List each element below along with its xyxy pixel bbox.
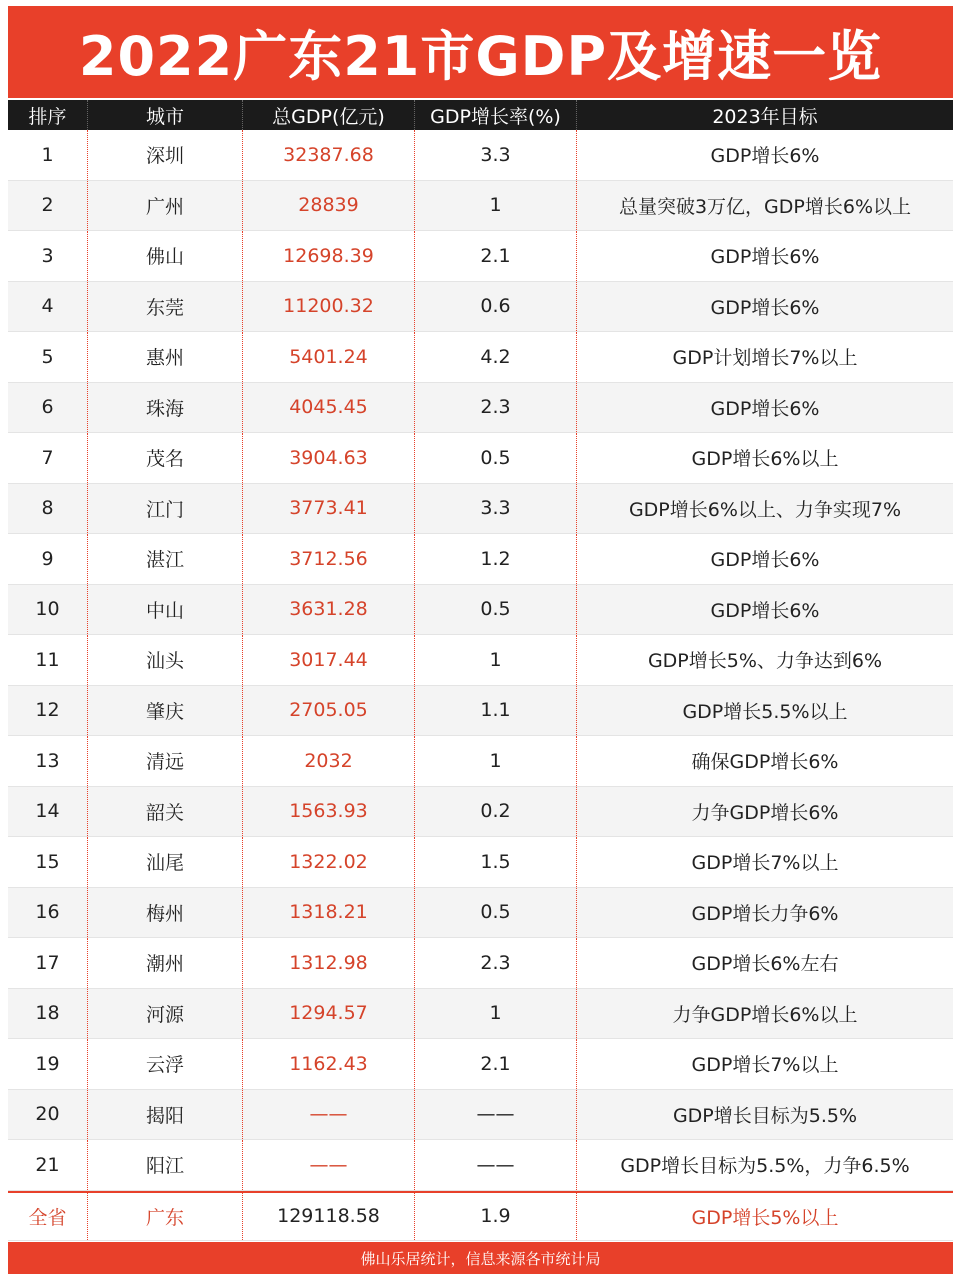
table-row [8, 332, 953, 383]
table-row [8, 989, 953, 1040]
cell-rank: 5 [8, 332, 88, 382]
cell-gdp: 3773.41 [243, 484, 415, 534]
cell-city: 韶关 [88, 787, 243, 837]
cell-target: GDP增长力争6% [691, 902, 839, 925]
table-row [8, 282, 953, 333]
cell-gdp: 2032 [243, 736, 415, 786]
cell-city: 清远 [88, 736, 243, 786]
cell-city: 东莞 [88, 282, 243, 332]
cell-rank: 21 [8, 1140, 88, 1190]
cell-gdp: —— [243, 1140, 415, 1190]
cell-rate: 2.3 [415, 383, 577, 433]
cell-city: 珠海 [88, 383, 243, 433]
cell-rank: 11 [8, 635, 88, 685]
cell-gdp: 1318.21 [243, 888, 415, 938]
header-rate: GDP增长率(%) [415, 100, 577, 130]
cell-rate: 1.9 [415, 1193, 577, 1241]
cell-rank: 3 [8, 231, 88, 281]
cell-target: GDP增长6%以上 [691, 448, 839, 471]
cell-city: 中山 [88, 585, 243, 635]
cell-rate: 0.2 [415, 787, 577, 837]
cell-rank: 6 [8, 383, 88, 433]
cell-rate: —— [415, 1090, 577, 1140]
table-row [8, 837, 953, 888]
cell-rate: 1.1 [415, 686, 577, 736]
cell-rank: 14 [8, 787, 88, 837]
cell-rank: 16 [8, 888, 88, 938]
cell-city: 江门 [88, 484, 243, 534]
table-row-total [8, 1191, 953, 1242]
cell-rank: 18 [8, 989, 88, 1039]
cell-rate: 0.5 [415, 888, 577, 938]
cell-target: GDP增长目标为5.5% [672, 1104, 858, 1127]
cell-rate: 0.5 [415, 433, 577, 483]
footer-source: 佛山乐居统计，信息来源各市统计局 [360, 1249, 601, 1268]
table-row [8, 231, 953, 282]
cell-gdp: 3631.28 [243, 585, 415, 635]
cell-target: 确保GDP增长6% [691, 751, 839, 774]
cell-rank: 15 [8, 837, 88, 887]
cell-rank: 2 [8, 181, 88, 231]
table-row [8, 484, 953, 535]
cell-gdp: 28839 [243, 181, 415, 231]
cell-city: 广州 [88, 181, 243, 231]
cell-target: GDP增长6% [710, 145, 820, 168]
table-row [8, 181, 953, 232]
table-body [8, 130, 953, 1241]
header-rank: 排序 [8, 100, 88, 130]
cell-rank: 10 [8, 585, 88, 635]
table-row [8, 383, 953, 434]
cell-gdp: 1312.98 [243, 938, 415, 988]
cell-city: 汕头 [88, 635, 243, 685]
title-banner [8, 6, 953, 98]
cell-rate: 3.3 [415, 130, 577, 180]
cell-target: GDP增长6% [710, 397, 820, 420]
cell-rate: 2.1 [415, 231, 577, 281]
cell-rate: 1 [415, 989, 577, 1039]
page-title: 2022广东21市GDP及增速一览 [78, 24, 883, 88]
cell-gdp: 4045.45 [243, 383, 415, 433]
cell-rank: 13 [8, 736, 88, 786]
cell-target: 力争GDP增长6%以上 [672, 1003, 858, 1026]
cell-rank: 4 [8, 282, 88, 332]
cell-city: 佛山 [88, 231, 243, 281]
cell-rank: 20 [8, 1090, 88, 1140]
cell-gdp: 1563.93 [243, 787, 415, 837]
cell-target: GDP增长5.5%以上 [682, 700, 848, 723]
table-row [8, 534, 953, 585]
table-row [8, 686, 953, 737]
table-row [8, 736, 953, 787]
cell-gdp: 129118.58 [243, 1193, 415, 1241]
cell-target: GDP增长6% [710, 296, 820, 319]
cell-rank: 1 [8, 130, 88, 180]
cell-rate: 1 [415, 635, 577, 685]
cell-city: 阳江 [88, 1140, 243, 1190]
table-row [8, 635, 953, 686]
cell-rate: 4.2 [415, 332, 577, 382]
cell-rate: 1 [415, 736, 577, 786]
header-gdp: 总GDP(亿元) [243, 100, 415, 130]
cell-city: 深圳 [88, 130, 243, 180]
header-city: 城市 [88, 100, 243, 130]
cell-gdp: 3712.56 [243, 534, 415, 584]
cell-target: GDP增长6% [710, 599, 820, 622]
cell-rate: 1.5 [415, 837, 577, 887]
cell-city: 广东 [88, 1193, 243, 1241]
cell-gdp: 3904.63 [243, 433, 415, 483]
cell-gdp: 11200.32 [243, 282, 415, 332]
cell-gdp: 5401.24 [243, 332, 415, 382]
table-row [8, 433, 953, 484]
cell-target: GDP增长6%以上、力争实现7% [628, 498, 902, 521]
cell-gdp: 12698.39 [243, 231, 415, 281]
cell-target: GDP增长5%、力争达到6% [647, 650, 883, 673]
cell-rate: 1.2 [415, 534, 577, 584]
cell-city: 梅州 [88, 888, 243, 938]
cell-rate: 0.6 [415, 282, 577, 332]
cell-city: 汕尾 [88, 837, 243, 887]
cell-gdp: 2705.05 [243, 686, 415, 736]
cell-gdp: 1162.43 [243, 1039, 415, 1089]
cell-city: 惠州 [88, 332, 243, 382]
cell-city: 潮州 [88, 938, 243, 988]
cell-rate: —— [415, 1140, 577, 1190]
cell-target: GDP增长7%以上 [691, 1054, 839, 1077]
cell-gdp: 1294.57 [243, 989, 415, 1039]
cell-rank: 12 [8, 686, 88, 736]
cell-target: GDP增长6%左右 [691, 953, 839, 976]
cell-target: 力争GDP增长6% [691, 801, 839, 824]
cell-city: 茂名 [88, 433, 243, 483]
cell-rank: 8 [8, 484, 88, 534]
cell-city: 湛江 [88, 534, 243, 584]
cell-gdp: 32387.68 [243, 130, 415, 180]
header-target: 2023年目标 [712, 105, 818, 128]
cell-gdp: 3017.44 [243, 635, 415, 685]
cell-rate: 1 [415, 181, 577, 231]
table-row [8, 938, 953, 989]
cell-rank: 9 [8, 534, 88, 584]
footer-banner [8, 1242, 953, 1274]
cell-rate: 2.3 [415, 938, 577, 988]
cell-target: 总量突破3万亿，GDP增长6%以上 [618, 195, 912, 218]
table-row [8, 787, 953, 838]
table-row [8, 1140, 953, 1191]
cell-rank: 7 [8, 433, 88, 483]
cell-rank: 17 [8, 938, 88, 988]
table-row [8, 1090, 953, 1141]
cell-target: GDP增长目标为5.5%，力争6.5% [620, 1155, 910, 1178]
cell-target: GDP增长6% [710, 246, 820, 269]
cell-city: 肇庆 [88, 686, 243, 736]
table-row [8, 585, 953, 636]
table-row [8, 888, 953, 939]
table-row [8, 1039, 953, 1090]
cell-city: 揭阳 [88, 1090, 243, 1140]
cell-target: GDP计划增长7%以上 [672, 347, 858, 370]
table-header [8, 100, 953, 130]
cell-city: 河源 [88, 989, 243, 1039]
cell-gdp: —— [243, 1090, 415, 1140]
cell-target: GDP增长6% [710, 549, 820, 572]
cell-rate: 0.5 [415, 585, 577, 635]
cell-rank: 全省 [8, 1193, 88, 1241]
cell-target: GDP增长7%以上 [691, 852, 839, 875]
cell-target: GDP增长5%以上 [691, 1206, 839, 1229]
table-row [8, 130, 953, 181]
cell-rate: 3.3 [415, 484, 577, 534]
cell-rank: 19 [8, 1039, 88, 1089]
cell-rate: 2.1 [415, 1039, 577, 1089]
cell-gdp: 1322.02 [243, 837, 415, 887]
cell-city: 云浮 [88, 1039, 243, 1089]
